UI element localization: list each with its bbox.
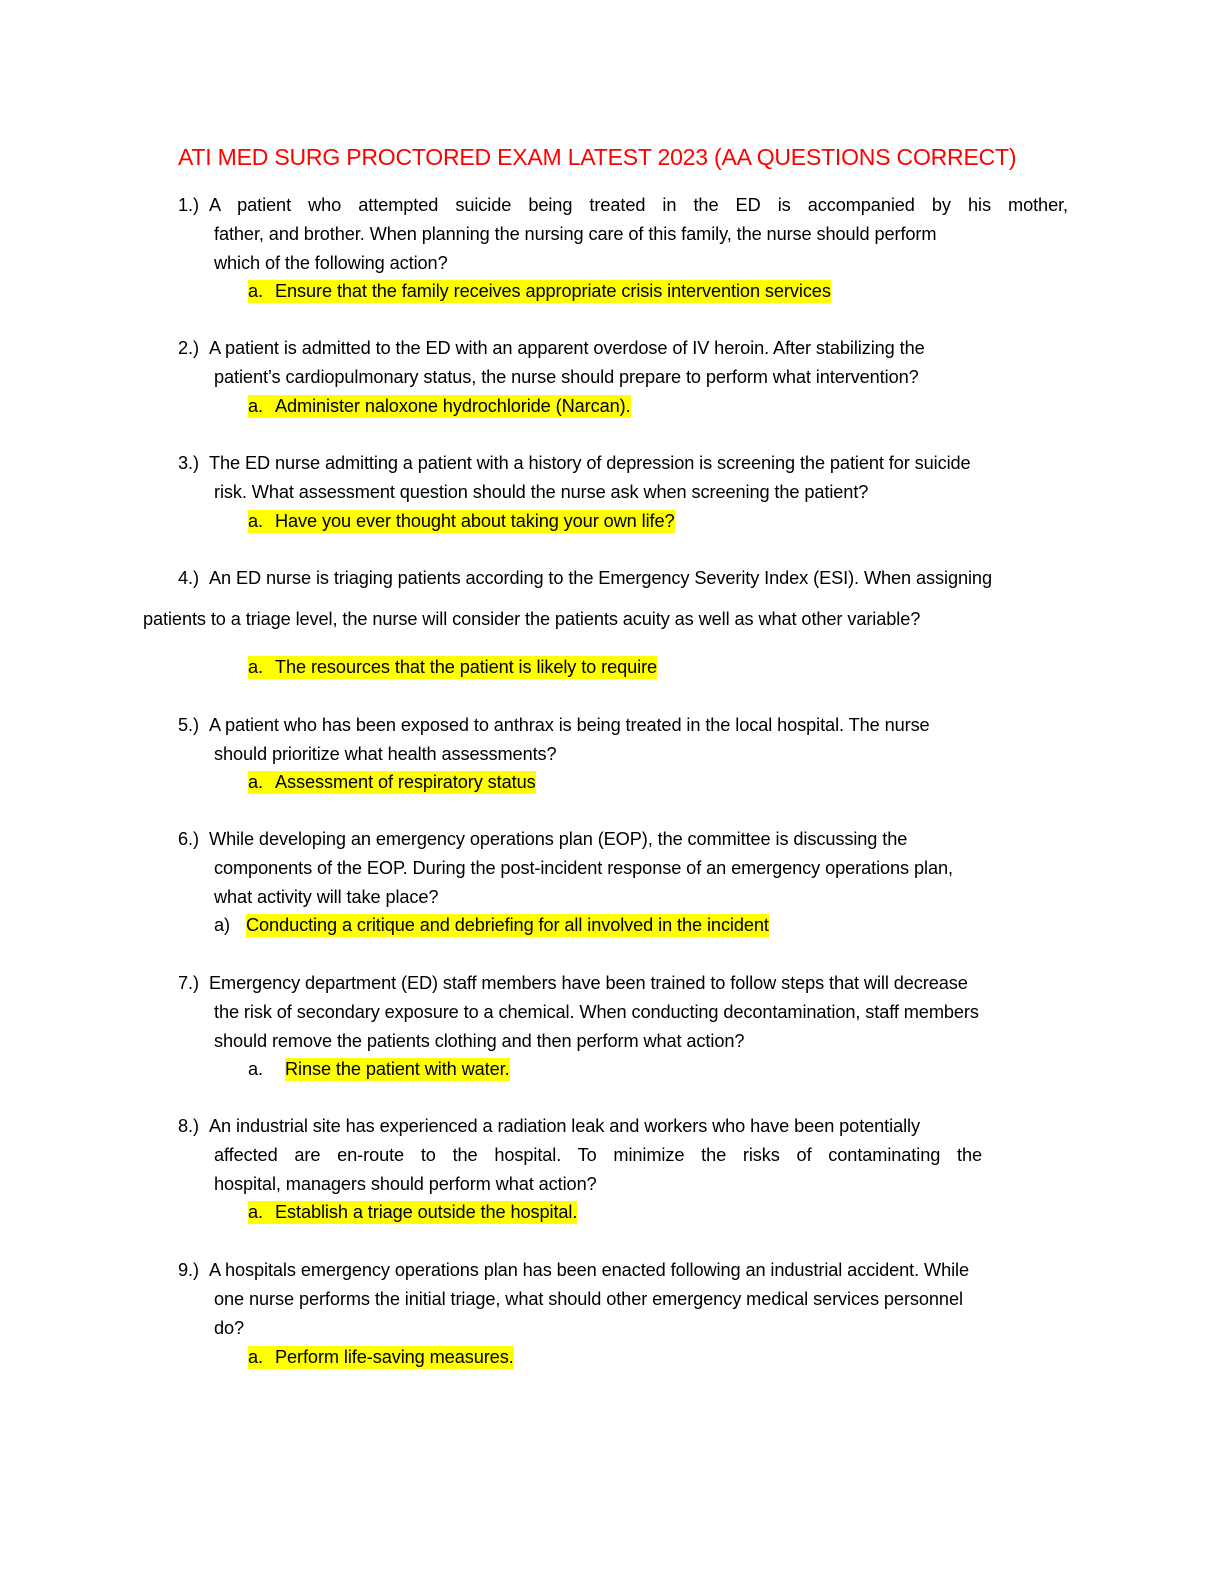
question-1-line-2: father, and brother. When planning the nursing care of this family, the nurse should perform — [214, 223, 937, 244]
question-8-number: 8.) — [178, 1116, 199, 1136]
question-2 — [178, 334, 1068, 392]
question-3 — [178, 449, 1068, 507]
question-4-answer — [248, 655, 657, 679]
answer-marker: a. — [248, 396, 263, 416]
question-3-answer — [248, 509, 675, 533]
question-1-answer — [248, 279, 831, 303]
question-2-line-2: patient’s cardiopulmonary status, the nurse should prepare to perform what intervention? — [214, 366, 919, 387]
answer-marker: a. — [248, 1202, 263, 1222]
question-6-number: 6.) — [178, 829, 199, 849]
answer-text: Ensure that the family receives appropriate crisis intervention services — [274, 281, 831, 301]
question-3-line-2: risk. What assessment question should the nurse ask when screening the patient? — [214, 481, 869, 502]
question-8-line-2: affected are en-route to the hospital. To minimize the risks of contaminating the — [214, 1144, 982, 1165]
question-5-line-2: should prioritize what health assessments? — [214, 743, 557, 764]
question-7-line-2: the risk of secondary exposure to a chemical. When conducting decontamination, staff members — [214, 1001, 979, 1022]
question-1-line-3: which of the following action? — [214, 252, 448, 273]
question-7 — [178, 969, 1068, 1055]
question-7-line-3: should remove the patients clothing and then perform what action? — [214, 1030, 745, 1051]
question-2-number: 2.) — [178, 338, 199, 358]
question-7-number: 7.) — [178, 973, 199, 993]
answer-text: Rinse the patient with water. — [284, 1059, 510, 1079]
answer-text: The resources that the patient is likely to require — [274, 657, 658, 677]
question-3-number: 3.) — [178, 453, 199, 473]
question-9-line-3: do? — [214, 1317, 245, 1338]
answer-text: Administer naloxone hydrochloride (Narcan). — [274, 396, 631, 416]
question-2-answer — [248, 394, 631, 418]
question-1-number: 1.) — [178, 195, 199, 215]
question-9-number: 9.) — [178, 1260, 199, 1280]
page-title: ATI MED SURG PROCTORED EXAM LATEST 2023 (AA QUESTIONS CORRECT) — [178, 144, 1017, 170]
question-4-line-1: 4.) An ED nurse is triaging patients according to the Emergency Severity Index (ESI). When assigning — [178, 564, 1068, 593]
question-5-number: 5.) — [178, 715, 199, 735]
question-3-line-1: 3.) The ED nurse admitting a patient with a history of depression is screening the patient for suicide — [178, 449, 1068, 478]
answer-marker: a. — [248, 1347, 263, 1367]
question-6-answer — [214, 913, 769, 937]
question-9-answer — [248, 1345, 514, 1369]
question-8-answer — [248, 1200, 577, 1224]
question-8 — [178, 1112, 1068, 1198]
question-6-line-1: 6.) While developing an emergency operations plan (EOP), the committee is discussing the — [178, 825, 1068, 854]
question-1 — [178, 191, 1068, 277]
question-5-line-1: 5.) A patient who has been exposed to anthrax is being treated in the local hospital. The nurse — [178, 711, 1068, 740]
answer-marker: a. — [248, 772, 263, 792]
question-1-line-1: 1.) A patient who attempted suicide being treated in the ED is accompanied by his mother, — [178, 191, 1068, 220]
question-6 — [178, 825, 1068, 911]
answer-text: Perform life-saving measures. — [274, 1347, 514, 1367]
question-6-line-2: components of the EOP. During the post-incident response of an emergency operations plan, — [214, 857, 953, 878]
question-5 — [178, 711, 1068, 769]
question-4-number: 4.) — [178, 568, 199, 588]
answer-marker: a. — [248, 1059, 263, 1079]
answer-text: Conducting a critique and debriefing for all involved in the incident — [245, 915, 769, 935]
question-2-line-1: 2.) A patient is admitted to the ED with an apparent overdose of IV heroin. After stabilizing the — [178, 334, 1068, 363]
question-8-line-3: hospital, managers should perform what action? — [214, 1173, 597, 1194]
answer-marker: a. — [248, 281, 263, 301]
question-9-line-2: one nurse performs the initial triage, what should other emergency medical services personnel — [214, 1288, 963, 1309]
answer-text: Have you ever thought about taking your own life? — [274, 511, 675, 531]
question-6-line-3: what activity will take place? — [214, 886, 439, 907]
question-9-line-1: 9.) A hospitals emergency operations plan has been enacted following an industrial accident. While — [178, 1256, 1068, 1285]
answer-text: Assessment of respiratory status — [274, 772, 536, 792]
question-7-line-1: 7.) Emergency department (ED) staff members have been trained to follow steps that will decrease — [178, 969, 1068, 998]
question-8-line-1: 8.) An industrial site has experienced a radiation leak and workers who have been potentially — [178, 1112, 1068, 1141]
question-4-line-2: patients to a triage level, the nurse will consider the patients acuity as well as what other variable? — [143, 609, 921, 629]
answer-marker: a. — [248, 511, 263, 531]
answer-marker: a) — [214, 915, 230, 935]
question-9 — [178, 1256, 1068, 1342]
answer-text: Establish a triage outside the hospital. — [274, 1202, 578, 1222]
question-7-answer — [248, 1057, 510, 1081]
question-5-answer — [248, 770, 536, 794]
question-4 — [178, 564, 1068, 593]
answer-marker: a. — [248, 657, 263, 677]
